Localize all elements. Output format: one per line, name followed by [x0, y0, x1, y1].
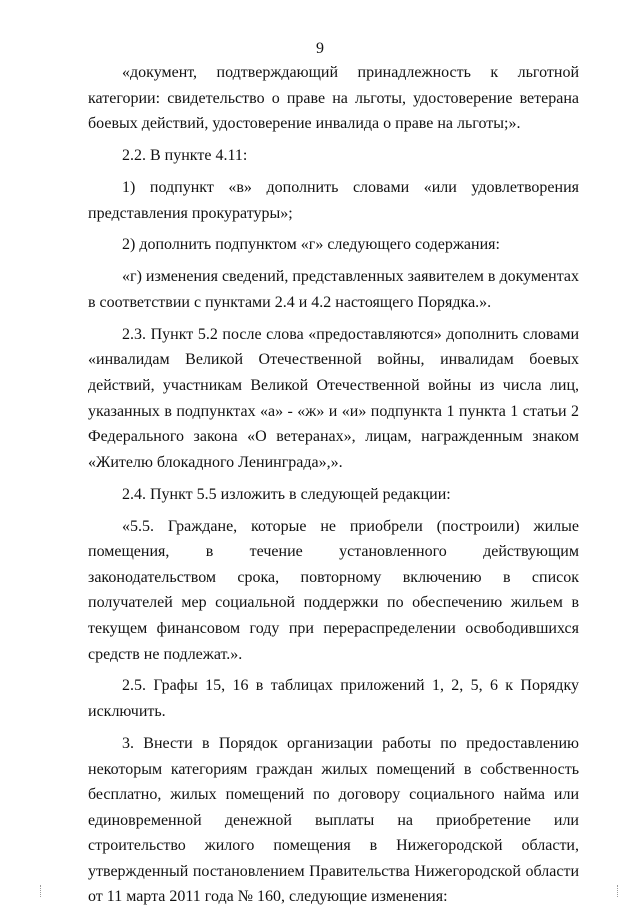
paragraph-3: 3. Внести в Порядок организации работы по предоставлению некоторым категориям граждан жилых помещений в собственность бесплатно, жилых помещений по договору социального найма или единовременной денежной выплаты на приобретение или строительство жилого помещения в Нижегородской области, утвержденный постановлением Правительства Нижегородской области от 11 марта 2011 года № 160, следующие изменения:: [88, 734, 579, 906]
paragraph-2-2-subitem-2: 2) дополнить подпунктом «г» следующего содержания:: [122, 236, 500, 254]
scan-edge-mark-right: [617, 885, 618, 897]
paragraph-5-5-text: «5.5. Граждане, которые не приобрели (построили) жилые помещения, в течение установленного действующим законодательством срока, повторному включению в список получателей мер социальной поддержки по обеспечению жильем в текущем финансовом году при перераспределении освободившихся средств не подлежат.».: [88, 517, 579, 663]
paragraph-2-2-heading: 2.2. В пункте 4.11:: [122, 147, 248, 165]
paragraph-document-list-quote: «документ, подтверждающий принадлежность к льготной категории: свидетельство о праве на льготы, удостоверение ветерана боевых действий, удостоверение инвалида о праве на льготы;».: [88, 64, 579, 133]
scan-edge-mark-left: [40, 885, 41, 897]
paragraph-2-3: 2.3. Пункт 5.2 после слова «предоставляются» дополнить словами «инвалидам Великой Отечественной войны, инвалидам боевых действий, участникам Великой Отечественной войны из числа лиц, указанных в подпунктах «а» - «ж» и «и» подпункта 1 пункта 1 статьи 2 Федерального закона «О ветеранах», лицам, награжденным знаком «Жителю блокадного Ленинграда»,».: [88, 325, 579, 471]
paragraph-2-4-heading: 2.4. Пункт 5.5 изложить в следующей редакции:: [122, 485, 451, 503]
paragraph-2-2-subitem-1: 1) подпункт «в» дополнить словами «или удовлетворения представления прокуратуры»;: [88, 178, 579, 222]
paragraph-2-5: 2.5. Графы 15, 16 в таблицах приложений 1, 2, 5, 6 к Порядку исключить.: [88, 677, 579, 721]
page-number: 9: [316, 40, 324, 57]
paragraph-subitem-g-text: «г) изменения сведений, представленных заявителем в документах в соответствии с пунктами 2.4 и 4.2 настоящего Порядка.».: [88, 268, 579, 311]
document-body: [88, 60, 579, 916]
